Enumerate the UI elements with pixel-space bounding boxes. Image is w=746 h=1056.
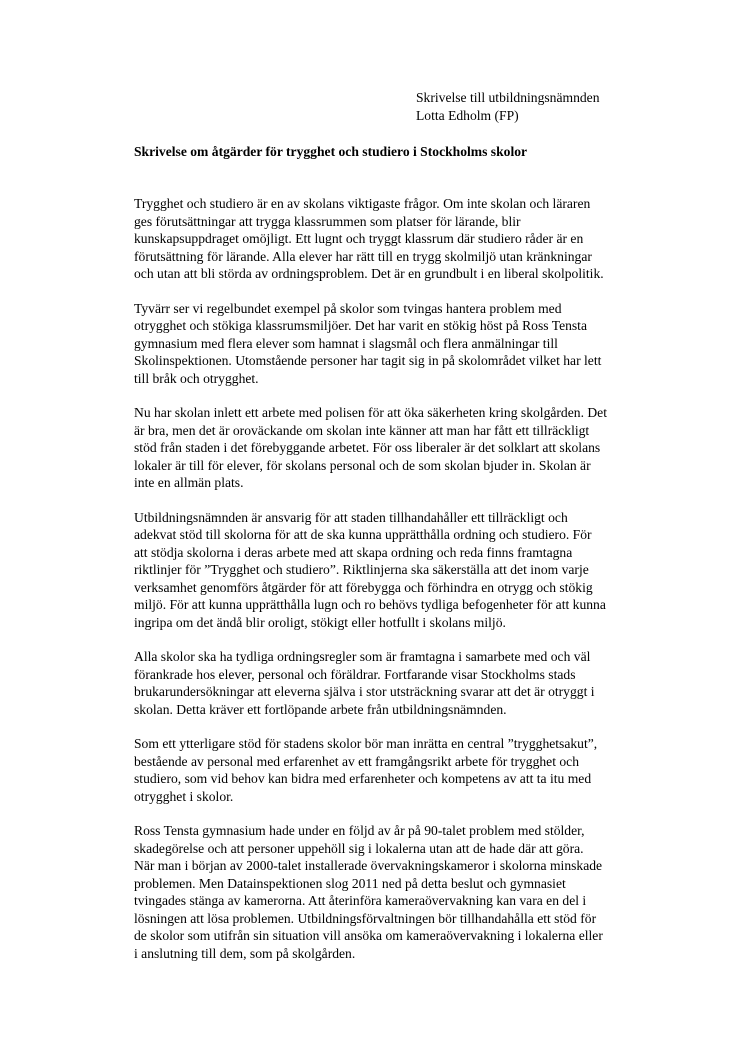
paragraph-line: lokaler är till för elever, för skolans personal och de som skolan bjuder in. Skolan är — [134, 457, 591, 473]
body-paragraph — [134, 509, 664, 632]
paragraph-line: skadegörelse och att personer uppehöll sig i lokalerna utan att de hade där att göra. — [134, 840, 584, 856]
paragraph-line: inte en allmän plats. — [134, 475, 244, 490]
paragraph-line: att stödja skolorna i deras arbete med att skapa ordning och reda finns framtagna — [134, 544, 573, 560]
body-paragraph — [134, 822, 664, 962]
body-paragraph — [134, 648, 664, 718]
paragraph-line: lösningen att lösa problemen. Utbildningsförvaltningen bör tillhandahålla ett stöd för — [134, 910, 597, 926]
paragraph-line: Tyvärr ser vi regelbundet exempel på skolor som tvingas hantera problem med — [134, 300, 562, 316]
paragraph-line: stöd från staden i det förebyggande arbetet. För oss liberaler är det solklart att skolans — [134, 440, 601, 455]
paragraph-line: ingripa om det ändå blir oroligt, stökigt eller hotfullt i skolans miljö. — [134, 614, 506, 630]
paragraph-line: Trygghet och studiero är en av skolans viktigaste frågor. Om inte skolan och läraren — [134, 196, 591, 211]
paragraph-line: adekvat stöd till skolorna för att de ska kunna upprätthålla ordning och studiero. För — [134, 527, 592, 542]
paragraph-line: brukarundersökningar att eleverna själva i stor utsträckning svarar att det är otryggt i — [134, 684, 595, 699]
paragraph-line: studiero, som vid behov kan bidra med erfarenheter och kompetens av att ta itu med — [134, 771, 592, 786]
paragraph-line: tvingades stänga av kamerorna. Att återinföra kameraövervakning kan vara en del i — [134, 893, 587, 908]
paragraph-line: gymnasium med flera elever som hamnat i slagsmål och flera anmälningar till — [134, 335, 558, 351]
paragraph-line: kunskapsuppdraget omöjligt. Ett lugnt och tryggt klassrum där studiero råder är en — [134, 231, 584, 246]
paragraph-line: otrygghet i skolor. — [134, 788, 234, 804]
paragraph-line: förankrade hos elever, personal och föräldrar. Fortfarande visar Stockholms stads — [134, 666, 576, 682]
paragraph-line: i anslutning till dem, som på skolgården. — [134, 945, 356, 961]
body-paragraph — [134, 300, 664, 388]
paragraph-line: Skolinspektionen. Utomstående personer har tagit sig in på skolområdet vilket har lett — [134, 353, 602, 368]
paragraph-line: riktlinjer för ”Trygghet och studiero”. Riktlinjerna ska säkerställa att det inom varje — [134, 562, 589, 577]
paragraph-line: Nu har skolan inlett ett arbete med polisen för att öka säkerheten kring skolgården. Det — [134, 405, 607, 420]
paragraph-line: förutsättning för lärande. Alla elever har rätt till en trygg skolmiljö utan kränkningar — [134, 248, 592, 264]
paragraph-line: bestående av personal med erfarenhet av ett framgångsrikt arbete för trygghet och — [134, 753, 579, 769]
paragraph-line: är bra, men det är oroväckande om skolan inte känner att man har fått ett tillräckligt — [134, 422, 590, 438]
paragraph-line: Ross Tensta gymnasium hade under en följd av år på 90-talet problem med stölder, — [134, 823, 585, 838]
paragraph-line: Alla skolor ska ha tydliga ordningsregler som är framtagna i samarbete med och väl — [134, 649, 591, 664]
paragraph-line: skolan. Detta kräver ett fortlöpande arbete från utbildningsnämnden. — [134, 701, 507, 717]
paragraph-line: till bråk och otrygghet. — [134, 370, 259, 386]
paragraph-line: och utan att bli störda av ordningsproblem. Det är en grundbult i en liberal skolpolitik. — [134, 266, 604, 281]
body-paragraph — [134, 404, 664, 492]
document-title: Skrivelse om åtgärder för trygghet och studiero i Stockholms skolor — [134, 144, 528, 159]
paragraph-line: När man i början av 2000-talet installerade övervakningskameror i skolorna minskade — [134, 858, 603, 873]
body-paragraph — [134, 195, 664, 283]
paragraph-line: problemen. Men Datainspektionen slog 2011 ned på detta beslut och gymnasiet — [134, 875, 566, 891]
document-body — [134, 195, 664, 979]
document-header — [416, 89, 600, 125]
paragraph-line: Utbildningsnämnden är ansvarig för att staden tillhandahåller ett tillräckligt och — [134, 509, 568, 525]
body-paragraph — [134, 735, 664, 805]
paragraph-line: de skolor som utifrån sin situation vill ansöka om kameraövervakning i lokalerna eller — [134, 928, 603, 943]
paragraph-line: ges förutsättningar att trygga klassrummen som platser för lärande, blir — [134, 213, 521, 229]
paragraph-line: Som ett ytterligare stöd för stadens skolor bör man inrätta en central ”trygghetsakut”, — [134, 736, 598, 751]
paragraph-line: verksamhet genomförs åtgärder för att förebygga och förhindra en otrygg och stökig — [134, 579, 593, 595]
header-author: Lotta Edholm (FP) — [416, 108, 519, 123]
paragraph-line: otrygghet och stökiga klassrumsmiljöer. Det har varit en stökig höst på Ross Tensta — [134, 318, 587, 333]
paragraph-line: miljö. För att kunna upprätthålla lugn och ro behövs tydliga befogenheter för att kunna — [134, 597, 606, 612]
header-recipient: Skrivelse till utbildningsnämnden — [416, 90, 600, 105]
